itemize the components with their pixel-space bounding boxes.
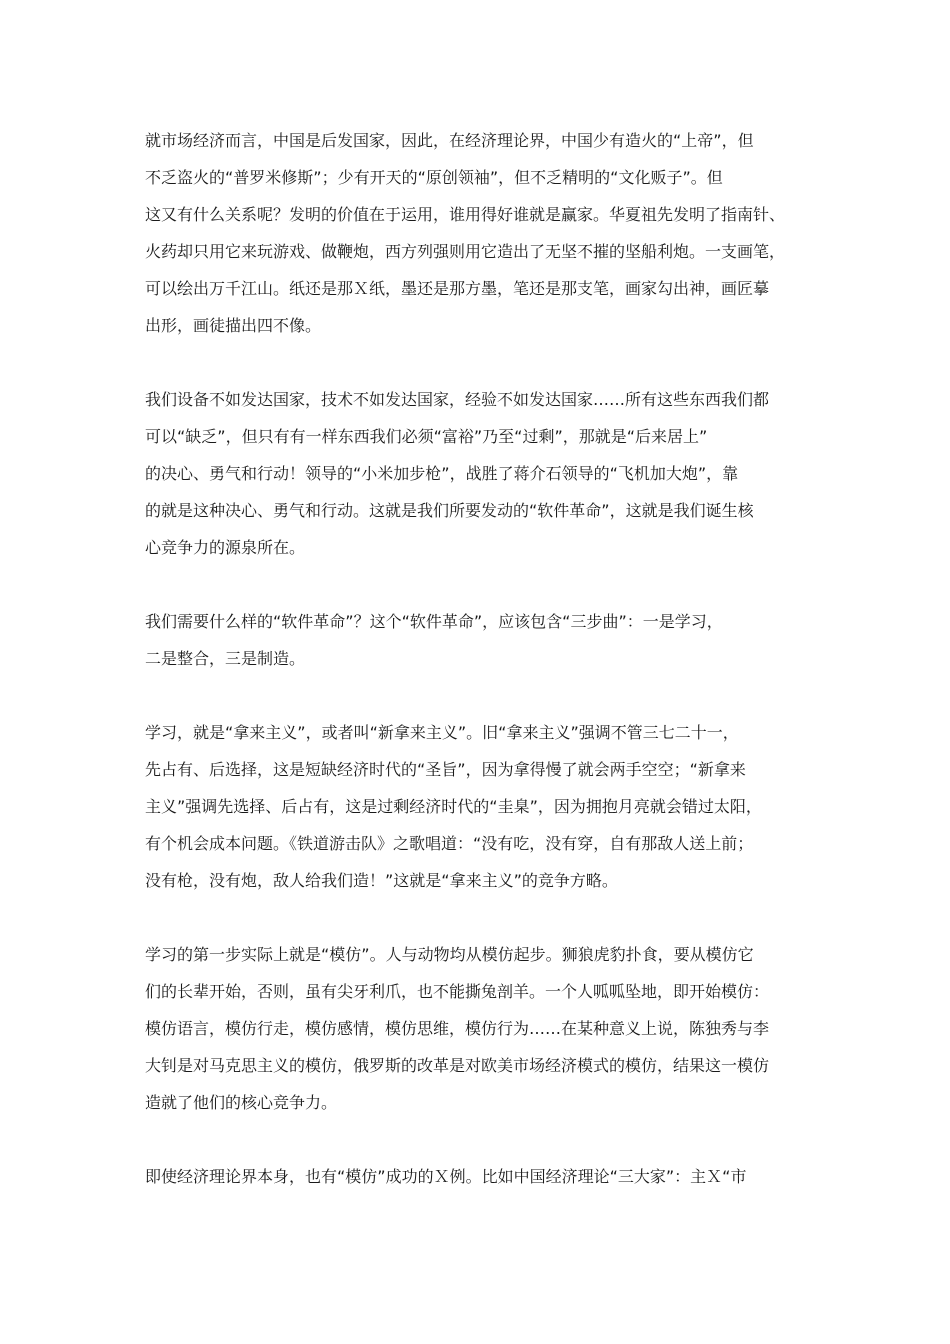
text-line: 即使经济理论界本身，也有“模仿”成功的Ｘ例。比如中国经济理论“三大家”：主Ｘ“市	[145, 1167, 747, 1186]
text-line: 就市场经济而言，中国是后发国家，因此，在经济理论界，中国少有造火的“上帝”，但	[145, 131, 754, 150]
paragraph	[145, 603, 810, 677]
text-line: 没有枪，没有炮，敌人给我们造！”这就是“拿来主义”的竞争方略。	[145, 871, 618, 890]
text-line: 火药却只用它来玩游戏、做鞭炮，西方列强则用它造出了无坚不摧的坚船利炮。一支画笔，	[145, 242, 786, 261]
text-line: 不乏盗火的“普罗米修斯”；少有开天的“原创领袖”，但不乏精明的“文化贩子”。但	[145, 168, 723, 187]
text-line: 学习，就是“拿来主义”，或者叫“新拿来主义”。旧“拿来主义”强调不管三七二十一，	[145, 723, 739, 742]
text-line: 这又有什么关系呢？发明的价值在于运用，谁用得好谁就是赢家。华夏祖先发明了指南针、	[145, 205, 786, 224]
text-line: 我们需要什么样的“软件革命”？这个“软件革命”，应该包含“三步曲”：一是学习，	[145, 612, 723, 631]
text-line: 心竞争力的源泉所在。	[145, 538, 306, 557]
paragraph	[145, 936, 810, 1121]
paragraph	[145, 714, 810, 899]
text-line: 大钊是对马克思主义的模仿，俄罗斯的改革是对欧美市场经济模式的模仿，结果这一模仿	[145, 1056, 770, 1075]
text-line: 造就了他们的核心竞争力。	[145, 1093, 338, 1112]
text-line: 的决心、勇气和行动！领导的“小米加步枪”，战胜了蒋介石领导的“飞机加大炮”，靠	[145, 464, 739, 483]
text-line: 主义”强调先选择、后占有，这是过剩经济时代的“圭臬”，因为拥抱月亮就会错过太阳，	[145, 797, 762, 816]
text-line: 二是整合，三是制造。	[145, 649, 306, 668]
text-line: 可以绘出万千江山。纸还是那Ｘ纸，墨还是那方墨，笔还是那支笔，画家勾出神，画匠摹	[145, 279, 770, 298]
paragraph	[145, 381, 810, 566]
paragraph	[145, 122, 810, 344]
text-line: 我们设备不如发达国家，技术不如发达国家，经验不如发达国家……所有这些东西我们都	[145, 390, 770, 409]
text-line: 可以“缺乏”，但只有有一样东西我们必须“富裕”乃至“过剩”，那就是“后来居上”	[145, 427, 708, 446]
text-line: 们的长辈开始，否则，虽有尖牙利爪，也不能撕兔剖羊。一个人呱呱坠地，即开始模仿：	[145, 982, 770, 1001]
text-line: 模仿语言，模仿行走，模仿感情，模仿思维，模仿行为……在某种意义上说，陈独秀与李	[145, 1019, 770, 1038]
text-line: 有个机会成本问题。《铁道游击队》之歌唱道：“没有吃，没有穿，自有那敌人送上前；	[145, 834, 754, 853]
text-line: 学习的第一步实际上就是“模仿”。人与动物均从模仿起步。狮狼虎豹扑食，要从模仿它	[145, 945, 754, 964]
paragraph	[145, 1158, 810, 1195]
document-body	[145, 122, 810, 1232]
text-line: 先占有、后选择，这是短缺经济时代的“圣旨”，因为拿得慢了就会两手空空；“新拿来	[145, 760, 746, 779]
text-line: 出形，画徒描出四不像。	[145, 316, 322, 335]
text-line: 的就是这种决心、勇气和行动。这就是我们所要发动的“软件革命”，这就是我们诞生核	[145, 501, 754, 520]
